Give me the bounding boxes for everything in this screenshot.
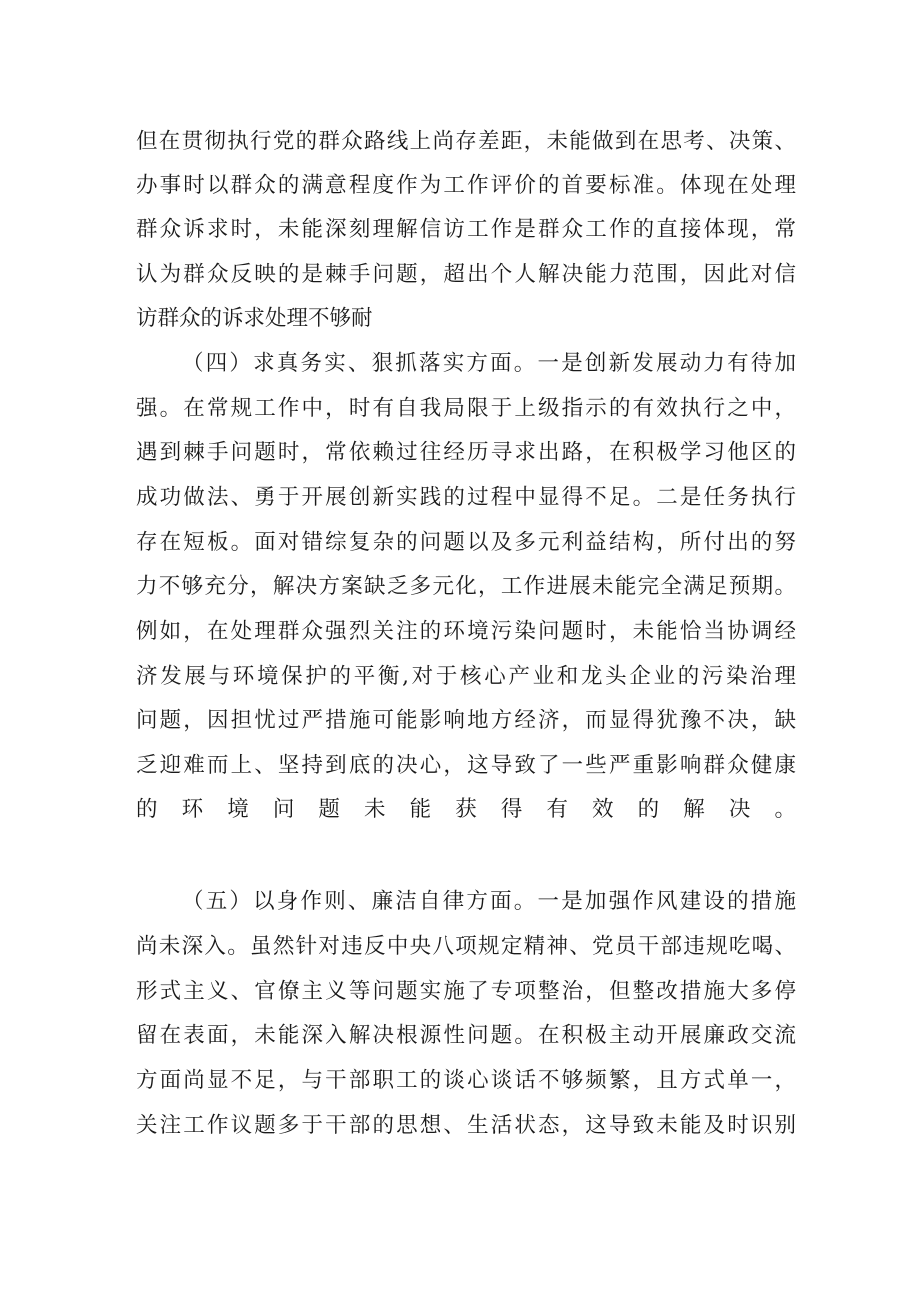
paragraph-2-line-6: 力不够充分，解决方案缺乏多元化，工作进展未能完全满足预期。 xyxy=(136,574,796,599)
paragraph-3-line-4: 留在表面，未能深入解决根源性问题。在积极主动开展廉政交流 xyxy=(136,1023,796,1048)
paragraph-2-line-10: 乏迎难而上、坚持到底的决心，这导致了一些严重影响群众健康 xyxy=(136,753,796,778)
paragraph-3-line-1: （五）以身作则、廉洁自律方面。一是加强作风建设的措施 xyxy=(182,889,796,914)
paragraph-3-line-5: 方面尚显不足，与干部职工的谈心谈话不够频繁，且方式单一， xyxy=(136,1068,796,1093)
paragraph-2-line-2: 强。在常规工作中，时有自我局限于上级指示的有效执行之中， xyxy=(136,396,796,421)
paragraph-3-line-7 xyxy=(136,1150,796,1190)
paragraph-1-line-5: 访群众的诉求处理不够耐 xyxy=(136,306,373,331)
paragraph-3-line-3: 形式主义、官僚主义等问题实施了专项整治，但整改措施大多停 xyxy=(136,979,796,1004)
paragraph-2-line-12 xyxy=(136,835,796,875)
paragraph-2-line-8: 济发展与环境保护的平衡,对于核心产业和龙头企业的污染治理 xyxy=(136,664,796,689)
paragraph-1-line-1: 但在贯彻执行党的群众路线上尚存差距，未能做到在思考、决策、 xyxy=(136,129,796,154)
paragraph-1-line-4: 认为群众反映的是棘手问题，超出个人解决能力范围，因此对信 xyxy=(136,262,796,287)
paragraph-1-line-2: 办事时以群众的满意程度作为工作评价的首要标准。体现在处理 xyxy=(136,173,796,198)
paragraph-2-line-1: （四）求真务实、狠抓落实方面。一是创新发展动力有待加 xyxy=(182,351,796,376)
paragraph-1-line-3: 群众诉求时，未能深刻理解信访工作是群众工作的直接体现，常 xyxy=(136,217,796,242)
paragraph-2-line-9: 问题，因担忧过严措施可能影响地方经济，而显得犹豫不决，缺 xyxy=(136,708,796,733)
paragraph-3-line-6: 关注工作议题多于干部的思想、生活状态，这导致未能及时识别 xyxy=(136,1113,796,1138)
paragraph-2-line-7: 例如，在处理群众强烈关注的环境污染问题时，未能恰当协调经 xyxy=(136,619,796,644)
paragraph-2-line-3: 遇到棘手问题时，常依赖过往经历寻求出路，在积极学习他区的 xyxy=(136,440,796,465)
paragraph-2-line-11: 的环境问题未能获得有效的解决。 xyxy=(136,797,796,822)
paragraph-2-line-5: 存在短板。面对错综复杂的问题以及多元利益结构，所付出的努 xyxy=(136,530,796,555)
paragraph-2-line-4: 成功做法、勇于开展创新实践的过程中显得不足。二是任务执行 xyxy=(136,485,796,510)
paragraph-3-line-2: 尚未深入。虽然针对违反中央八项规定精神、党员干部违规吃喝、 xyxy=(136,934,796,959)
